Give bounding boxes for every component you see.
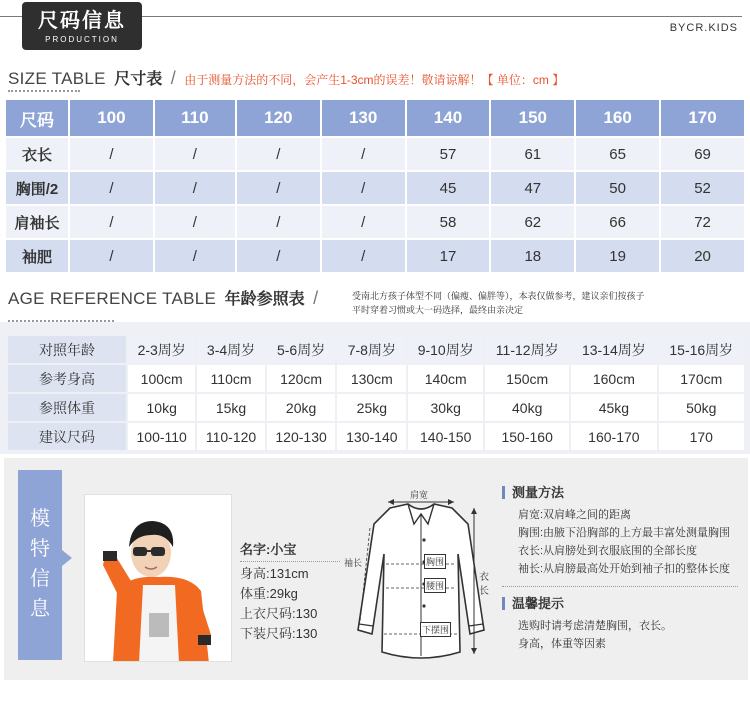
size-table-heading [8,66,564,89]
tag-char: 信 [30,568,50,590]
model-illustration [85,495,232,662]
table-cell: / [237,206,320,238]
tips-title: 温馨提示 [502,595,746,613]
row-label: 衣长 [6,138,68,170]
table-cell: 62 [491,206,574,238]
table-cell: 120cm [267,365,336,392]
size-header-cell: 100 [70,100,153,136]
row-label: 参照体重 [8,394,126,421]
table-cell: 10kg [128,394,195,421]
table-cell: / [237,172,320,204]
table-cell: 72 [661,206,744,238]
heading-slash: / [313,288,319,308]
table-cell: / [237,240,320,272]
label-length-top: 衣 [479,572,489,583]
label-length-bottom: 长 [479,586,489,597]
row-label: 建议尺码 [8,423,126,450]
heading-slash: / [170,68,176,88]
table-cell: 170 [659,423,744,450]
age-note [352,289,645,317]
size-header-cell: 尺码 [6,100,68,136]
age-note-line: 受南北方孩子体型不同（偏瘦、偏胖等），本表仅做参考，建议亲们按孩子 [352,291,645,301]
table-cell: 52 [661,172,744,204]
table-cell: 3-4周岁 [197,336,264,363]
row-label: 袖肥 [6,240,68,272]
table-cell: 50kg [659,394,744,421]
tips-line: 身高，体重等因素 [518,638,606,650]
size-header-cell: 110 [155,100,235,136]
badge-subtitle: PRODUCTION [45,35,119,44]
badge-title: 尺码信息 [38,10,126,32]
size-table [4,98,746,274]
brand-name: BYCR.KIDS [669,22,738,34]
size-title-en: SIZE TABLE [8,69,106,88]
table-cell: 40kg [485,394,569,421]
table-cell: 9-10周岁 [408,336,483,363]
table-cell: / [237,138,320,170]
table-cell: / [322,172,405,204]
table-cell: / [322,138,405,170]
table-cell: 110cm [197,365,264,392]
table-cell: 19 [576,240,659,272]
age-title-en: AGE REFERENCE TABLE [8,289,217,308]
size-table-row [6,240,744,272]
size-header-cell: 120 [237,100,320,136]
table-cell: / [155,172,235,204]
table-cell: 15kg [197,394,264,421]
size-header-cell: 130 [322,100,405,136]
model-info-tag [18,470,62,660]
table-cell: 130-140 [337,423,406,450]
table-cell: 47 [491,172,574,204]
age-table-row [8,365,744,392]
table-cell: 150cm [485,365,569,392]
table-cell: / [155,138,235,170]
tips-line: 选购时请考虑清楚胸围，衣长。 [518,620,672,632]
table-cell: 140-150 [408,423,483,450]
model-info [240,540,340,644]
size-header-cell: 170 [661,100,744,136]
table-cell: 160-170 [571,423,656,450]
table-cell: / [155,206,235,238]
measurement-diagram [336,484,506,670]
table-cell: / [70,206,153,238]
table-cell: 57 [407,138,490,170]
measure-line: 胸围:由腋下沿胸部的上方最丰富处测量胸围 [518,527,731,539]
table-cell: 45kg [571,394,656,421]
label-chest: 胸围 [424,554,446,569]
row-label: 肩袖长 [6,206,68,238]
table-cell: 17 [407,240,490,272]
table-cell: 170cm [659,365,744,392]
table-cell: 130cm [337,365,406,392]
table-cell: 2-3周岁 [128,336,195,363]
table-cell: / [322,206,405,238]
tag-char: 模 [30,508,50,530]
age-table-row [8,394,744,421]
table-cell: 20 [661,240,744,272]
label-hem: 下摆围 [420,622,451,637]
table-cell: 66 [576,206,659,238]
model-bottom-size: 下装尺码:130 [240,626,318,641]
size-table-row [6,172,744,204]
table-cell: 50 [576,172,659,204]
table-cell: 150-160 [485,423,569,450]
size-table-header-row [6,100,744,136]
table-cell: 25kg [337,394,406,421]
label-sleeve: 袖长 [344,558,363,568]
row-label: 对照年龄 [8,336,126,363]
table-cell: 120-130 [267,423,336,450]
row-label: 参考身高 [8,365,126,392]
model-height: 身高:131cm [240,566,309,581]
age-title-cn: 年龄参照表 [224,291,305,308]
table-cell: 160cm [571,365,656,392]
tips-lines [502,617,746,653]
row-label: 胸围/2 [6,172,68,204]
page-header [0,0,750,56]
tag-char: 特 [30,538,50,560]
model-name: 名字:小宝 [240,540,340,562]
age-table [6,334,746,452]
table-cell: 45 [407,172,490,204]
model-top-size: 上衣尺码:130 [240,606,318,621]
table-cell: 65 [576,138,659,170]
table-cell: 61 [491,138,574,170]
table-cell: 7-8周岁 [337,336,406,363]
table-cell: 140cm [408,365,483,392]
size-header-cell: 160 [576,100,659,136]
age-table-row [8,423,744,450]
header-badge [22,2,142,50]
notes-divider [502,586,738,587]
measure-line: 衣长:从肩膀处到衣服底围的全部长度 [518,545,698,557]
measure-line: 袖长:从肩膀最高处开始到袖子扣的整体长度 [518,563,731,575]
table-cell: / [322,240,405,272]
size-header-cell: 140 [407,100,490,136]
measure-line: 肩宽:双肩峰之间的距离 [518,509,632,521]
table-cell: 58 [407,206,490,238]
size-note: 由于测量方法的不同，会产生1-3cm的误差！敬请谅解！【 单位：cm 】 [184,73,565,87]
label-shoulder: 肩宽 [410,490,429,500]
table-cell: / [70,240,153,272]
tag-arrow [62,550,72,566]
size-table-row [6,138,744,170]
table-cell: 69 [661,138,744,170]
measure-title: 测量方法 [502,484,746,502]
table-cell: / [70,138,153,170]
measurement-notes [502,484,746,653]
table-cell: / [155,240,235,272]
table-cell: 18 [491,240,574,272]
table-cell: 20kg [267,394,336,421]
age-table-row [8,336,744,363]
age-table-heading [8,286,322,309]
table-cell: 13-14周岁 [571,336,656,363]
table-cell: 110-120 [197,423,264,450]
table-cell: 11-12周岁 [485,336,569,363]
model-weight: 体重:29kg [240,586,298,601]
table-cell: 15-16周岁 [659,336,744,363]
model-photo [84,494,232,662]
size-header-cell: 150 [491,100,574,136]
table-cell: 100cm [128,365,195,392]
label-waist: 腰围 [424,578,446,593]
table-cell: 30kg [408,394,483,421]
size-table-row [6,206,744,238]
table-cell: 100-110 [128,423,195,450]
table-cell: / [70,172,153,204]
tag-char: 息 [30,598,50,620]
age-note-line: 平时穿着习惯或大一码选择，最终由亲决定 [352,305,524,315]
size-dots [8,90,80,92]
measure-lines [502,506,746,578]
size-title-cn: 尺寸表 [114,71,163,88]
table-cell: 5-6周岁 [267,336,336,363]
